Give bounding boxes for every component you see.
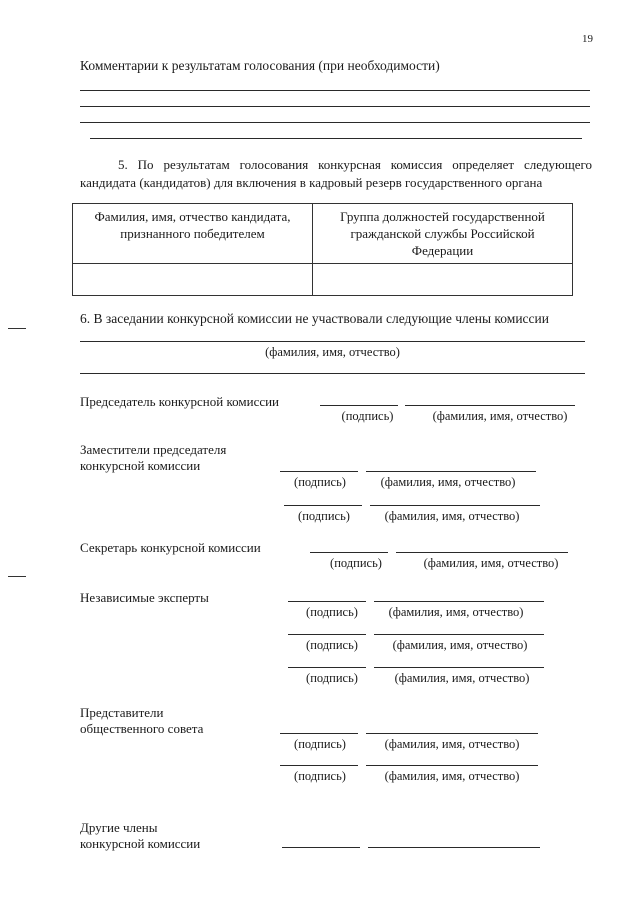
deputy-2-name-caption: (фамилия, имя, отчество) [384, 509, 520, 523]
secretary-name-caption: (фамилия, имя, отчество) [423, 556, 559, 570]
expert-1-signature-caption: (подпись) [306, 605, 358, 619]
public-council-1-name-caption: (фамилия, имя, отчество) [384, 737, 520, 751]
public-council-2-signature-line[interactable] [280, 765, 358, 766]
deputy-1-signature-caption: (подпись) [294, 475, 346, 489]
expert-2-signature-caption: (подпись) [306, 638, 358, 652]
absent-members-caption: (фамилия, имя, отчество) [265, 345, 400, 359]
comments-line-4 [90, 138, 582, 139]
absent-members-line-2 [80, 373, 585, 374]
other-member-signature-line[interactable] [282, 847, 360, 848]
public-council-1-name-line[interactable] [366, 733, 538, 734]
expert-1-name-line[interactable] [374, 601, 544, 602]
chairman-signature-line[interactable] [320, 405, 398, 406]
other-members-label-line-2: конкурсной комиссии [80, 836, 201, 851]
other-member-name-line[interactable] [368, 847, 540, 848]
experts-label: Независимые эксперты [80, 590, 209, 605]
expert-2-name-line[interactable] [374, 634, 544, 635]
deputies-label-line-1: Заместители председателя [80, 442, 227, 457]
expert-3-signature-caption: (подпись) [306, 671, 358, 685]
absent-members-line [80, 341, 585, 342]
expert-1-signature-line[interactable] [288, 601, 366, 602]
candidate-name-header: Фамилия, имя, отчество кандидата, признанного победителем [73, 204, 313, 264]
other-members-label-line-1: Другие члены [80, 820, 158, 835]
margin-mark [8, 576, 26, 577]
chairman-name-caption: (фамилия, имя, отчество) [432, 409, 568, 423]
position-group-header: Группа должностей государственной гражданской службы Российской Федерации [313, 204, 573, 264]
deputy-2-name-line[interactable] [370, 505, 540, 506]
deputy-2-signature-caption: (подпись) [298, 509, 350, 523]
deputy-1-signature-line[interactable] [280, 471, 358, 472]
deputy-1-name-line[interactable] [366, 471, 536, 472]
public-council-1-signature-line[interactable] [280, 733, 358, 734]
public-council-1-signature-caption: (подпись) [294, 737, 346, 751]
comments-line-2 [80, 106, 590, 107]
secretary-name-line[interactable] [396, 552, 568, 553]
chairman-name-line[interactable] [405, 405, 575, 406]
page-number: 19 [582, 33, 593, 45]
expert-3-signature-line[interactable] [288, 667, 366, 668]
deputies-label-line-2: конкурсной комиссии [80, 458, 201, 473]
expert-1-name-caption: (фамилия, имя, отчество) [388, 605, 524, 619]
section-5-text: 5. По результатам голосования конкурсная комиссия определяет следующего кандидата (кандидатов) для включения в кадровый резерв государственного органа [80, 157, 592, 190]
candidate-table [72, 203, 573, 296]
deputy-1-name-caption: (фамилия, имя, отчество) [380, 475, 516, 489]
public-council-2-signature-caption: (подпись) [294, 769, 346, 783]
secretary-signature-line[interactable] [310, 552, 388, 553]
deputy-2-signature-line[interactable] [284, 505, 362, 506]
chairman-signature-caption: (подпись) [341, 409, 394, 423]
expert-3-name-caption: (фамилия, имя, отчество) [394, 671, 530, 685]
comments-line-1 [80, 90, 590, 91]
expert-2-signature-line[interactable] [288, 634, 366, 635]
secretary-signature-caption: (подпись) [330, 556, 382, 570]
comments-label: Комментарии к результатам голосования (при необходимости) [80, 58, 440, 73]
public-council-label-line-2: общественного совета [80, 721, 204, 736]
public-council-2-name-line[interactable] [366, 765, 538, 766]
expert-3-name-line[interactable] [374, 667, 544, 668]
chairman-label: Председатель конкурсной комиссии [80, 394, 280, 409]
public-council-label-line-1: Представители [80, 705, 164, 720]
comments-line-3 [80, 122, 590, 123]
position-group-cell[interactable] [313, 264, 573, 296]
secretary-label: Секретарь конкурсной комиссии [80, 540, 261, 555]
section-6-text: 6. В заседании конкурсной комиссии не участвовали следующие члены комиссии [80, 311, 549, 326]
expert-2-name-caption: (фамилия, имя, отчество) [392, 638, 528, 652]
public-council-2-name-caption: (фамилия, имя, отчество) [384, 769, 520, 783]
margin-mark [8, 328, 26, 329]
candidate-name-cell[interactable] [73, 264, 313, 296]
